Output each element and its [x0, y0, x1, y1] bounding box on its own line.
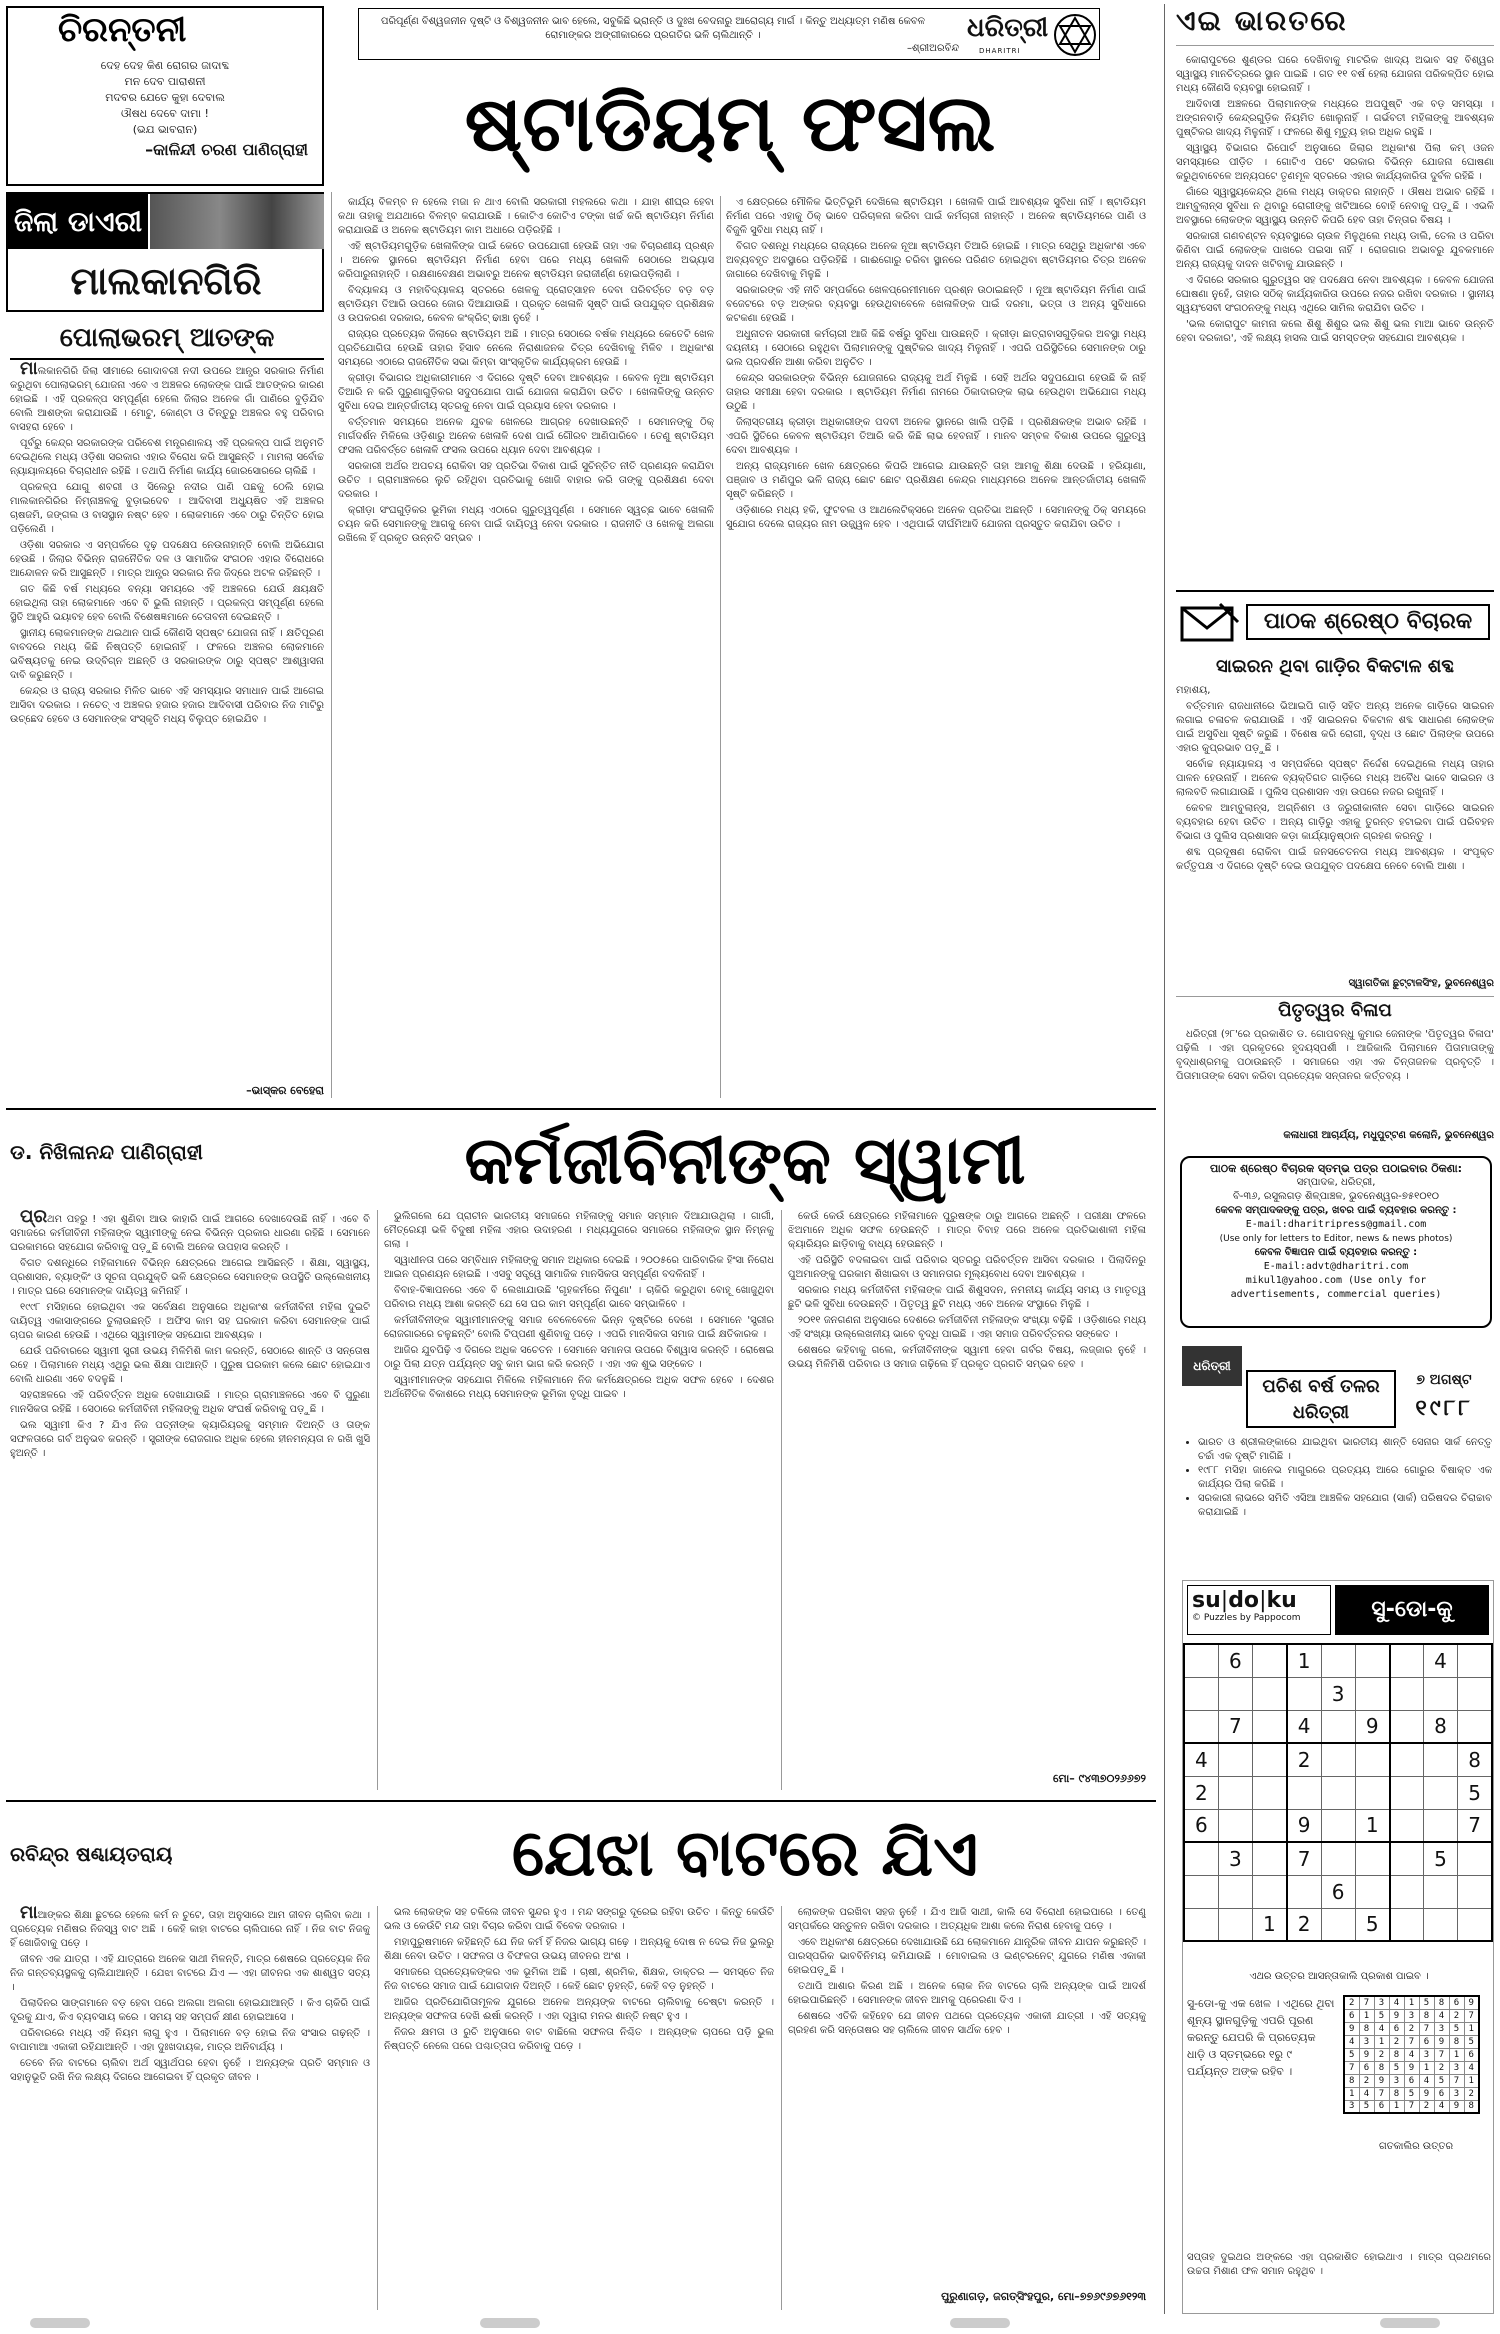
prev-sudoku-cell: 4: [1434, 2100, 1449, 2113]
prev-sudoku-cell: 3: [1449, 2087, 1464, 2100]
prev-sudoku-cell: 5: [1464, 2035, 1479, 2048]
sudoku-cell[interactable]: [1390, 1677, 1424, 1710]
sudoku-rules: ସୁ-ଡୋ-କୁ ଏକ ଖେଳ । ଏଥିରେ ଥିବା ଶୂନ୍ୟ ସ୍ଥାନଗୁଡ଼ିକୁ ଏପରି ପୂରଣ କରନ୍ତୁ ଯେପରି କି ପ୍ରତ୍ୟେକ ଧାଡ଼ି ଓ ସ୍ତମ୍ଭରେ ୧ରୁ ୯ ପର୍ଯ୍ୟନ୍ତ ଅଙ୍କ ରହିବ ।: [1187, 1997, 1335, 2078]
sudoku-cell[interactable]: 9: [1287, 1809, 1321, 1842]
prev-sudoku-cell: 8: [1359, 2022, 1374, 2035]
sudoku-cell[interactable]: [1184, 1710, 1218, 1743]
prev-sudoku-cell: 7: [1464, 2009, 1479, 2022]
sudoku-cell[interactable]: 2: [1287, 1908, 1321, 1941]
prev-sudoku-cell: 6: [1434, 2087, 1449, 2100]
sudoku-cell[interactable]: [1253, 1677, 1287, 1710]
letter1-title: ସାଇରନ ଥିବା ଗାଡ଼ିର ବିକଟାଳ ଶବ୍ଦ: [1216, 656, 1454, 677]
sudoku-cell[interactable]: [1253, 1875, 1287, 1908]
district-name: ମାଲକାନଗିରି: [70, 258, 262, 303]
sudoku-cell[interactable]: [1423, 1809, 1457, 1842]
article3-headline: ଯେଝା ବାଟରେ ଯିଏ: [511, 1816, 979, 1891]
address-line4: କେବଳ ବିଜ୍ଞାପନ ପାଇଁ ବ୍ୟବହାର କରନ୍ତୁ :: [1254, 1247, 1418, 1258]
editor-email-note: (Use only for letters to Editor, news & news photos): [1219, 1234, 1453, 1244]
sudoku-cell[interactable]: 8: [1423, 1710, 1457, 1743]
dharitri-logo-sub: DHARITRI: [979, 47, 1021, 55]
prev-sudoku-cell: 1: [1449, 2048, 1464, 2061]
advt-email[interactable]: E-mail:advt@dharitri.com: [1263, 1261, 1409, 1272]
prev-sudoku-cell: 8: [1344, 2074, 1359, 2087]
prev-sudoku-cell: 8: [1374, 2061, 1389, 2074]
sudoku-cell[interactable]: 7: [1218, 1710, 1252, 1743]
sudoku-cell[interactable]: [1184, 1644, 1218, 1677]
sudoku-cell[interactable]: [1458, 1908, 1492, 1941]
letter2-signature: କଳାଧାରୀ ଆଚାର୍ଯ୍ୟ, ମଧୁପୁଟ୍ଟଣ କଲୋନି, ଭୁବନେଶ୍ୱର: [1283, 1130, 1494, 1141]
sudoku-final-note: ସପ୍ତାହ ଦୁଇଥର ଅଙ୍କରେ ଏହା ପ୍ରକାଶିତ ହୋଇଥାଏ । ମାତ୍ର ପ୍ରଥମରେ ଉଚ୍ଚତା ମିଶାଣ ଫଳ ସମାନ ରହୁଥିବ ।: [1187, 2252, 1491, 2277]
letters-header-box: [1180, 600, 1490, 648]
sudoku-cell[interactable]: [1458, 1644, 1492, 1677]
district-photo: [150, 194, 324, 249]
poem-box: [6, 6, 324, 186]
sudoku-cell[interactable]: [1390, 1875, 1424, 1908]
sudoku-cell[interactable]: [1390, 1908, 1424, 1941]
sudoku-cell[interactable]: [1458, 1875, 1492, 1908]
star-emblem-icon: [1053, 13, 1097, 57]
sudoku-cell[interactable]: 1: [1253, 1908, 1287, 1941]
sudoku-answer-note: ଏଥର ଉତ୍ତର ଆସନ୍ତାକାଲି ପ୍ରକାଶ ପାଇବ ।: [1249, 1971, 1429, 1982]
sudoku-cell[interactable]: [1321, 1710, 1355, 1743]
col-rule: [331, 192, 332, 1098]
sudoku-cell[interactable]: 4: [1423, 1644, 1457, 1677]
prev-sudoku-cell: 7: [1344, 2061, 1359, 2074]
archive-item: • ସରକାରୀ ଲାଭରେ ସମିତି ଏସିଆ ଆଞ୍ଚଳିକ ସହଯୋଗ (ସାର୍କ) ପରିଷଦର ଚିରାଚ୍ଚାବ କରାଯାଇଛି ।: [1198, 1492, 1492, 1520]
prev-sudoku-cell: 3: [1344, 2100, 1359, 2113]
prev-sudoku-cell: 4: [1464, 2061, 1479, 2074]
prev-sudoku-cell: 6: [1419, 2035, 1434, 2048]
footer-bar: [480, 2318, 540, 2328]
sudoku-cell[interactable]: [1390, 1710, 1424, 1743]
sudoku-cell[interactable]: 6: [1321, 1875, 1355, 1908]
address-line3: କେବଳ ସମ୍ପାଦକଙ୍କୁ ପତ୍ର, ଖବର ପାଇଁ ବ୍ୟବହାର କରନ୍ତୁ :: [1215, 1205, 1457, 1216]
sudoku-cell[interactable]: 6: [1184, 1809, 1218, 1842]
sudoku-cell[interactable]: 9: [1355, 1710, 1389, 1743]
prev-sudoku-cell: 2: [1404, 2022, 1419, 2035]
prev-sudoku-cell: 6: [1344, 2009, 1359, 2022]
prev-sudoku-cell: 2: [1434, 2061, 1449, 2074]
article1-headline: ଷ୍ଟାଡିୟମ୍ ଫସଲ: [464, 78, 996, 169]
article3-byline: ରବିନ୍ଦ୍ର ଷଣ୍ଢାୟତରାୟ: [10, 1842, 173, 1866]
prev-sudoku-cell: 8: [1449, 2035, 1464, 2048]
quote-box: [358, 8, 1100, 60]
prev-sudoku-cell: 9: [1374, 2074, 1389, 2087]
sudoku-cell[interactable]: 5: [1423, 1842, 1457, 1875]
sudoku-cell[interactable]: [1458, 1710, 1492, 1743]
sudoku-cell[interactable]: [1287, 1875, 1321, 1908]
sudoku-cell[interactable]: [1321, 1809, 1355, 1842]
sudoku-cell[interactable]: 8: [1458, 1743, 1492, 1776]
archive-item: • ୧୯୮୮ ମସିହା ଜାନେଭ ମାଗୁରରେ ପ୍ରତ୍ୟୟ ଆରେ ଗୋରୁର ବିଷାକ୍ତ ଏକ କାର୍ଯ୍ୟର ପିଲା କରିଛି ।: [1198, 1464, 1492, 1492]
sudoku-cell[interactable]: [1253, 1809, 1287, 1842]
prev-sudoku-cell: 2: [1359, 2074, 1374, 2087]
section-logo: ଏଇ ଭାରତରେ: [1176, 4, 1494, 46]
col-rule: [1164, 4, 1165, 2314]
archive-year: ୧୯୮୮: [1415, 1396, 1473, 1421]
sudoku-brand: su|do|ku © Puzzles by Pappocom: [1187, 1585, 1331, 1635]
sudoku-cell[interactable]: [1253, 1776, 1287, 1809]
poem-line: ମଦବର ଯେତେ କୁହା ଦେବାଲ: [105, 91, 225, 104]
sudoku-cell[interactable]: [1253, 1842, 1287, 1875]
letters-header: ପାଠକ ଶ୍ରେଷ୍ଠ ବିଚାରକ: [1246, 604, 1490, 640]
mid-top-rule: [6, 1108, 1156, 1110]
sudoku-cell[interactable]: [1390, 1809, 1424, 1842]
prev-sudoku-cell: 8: [1389, 2087, 1404, 2100]
prev-sudoku-cell: 2: [1419, 2100, 1434, 2113]
sudoku-cell[interactable]: 5: [1458, 1776, 1492, 1809]
prev-sudoku-cell: 8: [1464, 2100, 1479, 2113]
prev-sudoku-cell: 8: [1434, 1996, 1449, 2009]
prev-sudoku-cell: 5: [1344, 2048, 1359, 2061]
poem-lines: [8, 58, 322, 138]
prev-sudoku-cell: 1: [1464, 2074, 1479, 2087]
quote-author: –ଶ୍ରୀଅରବିନ୍ଦ: [906, 43, 959, 54]
footer-bar: [30, 2318, 90, 2328]
sudoku-cell[interactable]: [1218, 1743, 1252, 1776]
right-article-intro: କୋରାପୁଟରେ ଶୁଣ୍ଡର ଘରେ ଦେଖିବାକୁ ମାଟରିକ ଖାଦ୍ୟ ଅଭାବ ସହ ବିଶ୍ୱର ସ୍ୱାସ୍ଥ୍ୟ ମାନଚିତ୍ରରେ ସ୍ଥାନ ପାଇଛି । ଗତ ୧୧ ବର୍ଷ ହେଲା ଯୋଜନା ପରିକଳ୍ପିତ ହୋଇ ମଧ୍ୟ କୌଣସି ବ୍ୟବସ୍ଥା ହୋଇନାହିଁ ।: [1176, 55, 1494, 94]
sudoku-cell[interactable]: [1423, 1908, 1457, 1941]
prev-sudoku-cell: 6: [1464, 2048, 1479, 2061]
bottom-top-rule: [6, 1800, 1156, 1802]
prev-sudoku-cell: 3: [1434, 2022, 1449, 2035]
advt-email-note: advertisements, commercial queries): [1230, 1289, 1442, 1300]
prev-sudoku-cell: 9: [1389, 2009, 1404, 2022]
col-rule: [781, 1906, 782, 2310]
sudoku-cell[interactable]: [1423, 1677, 1457, 1710]
sudoku-cell[interactable]: 3: [1321, 1677, 1355, 1710]
editor-email[interactable]: E-mail:dharitripress@gmail.com: [1245, 1219, 1427, 1230]
prev-sudoku-cell: 2: [1389, 2035, 1404, 2048]
prev-sudoku-cell: 3: [1374, 1996, 1389, 2009]
prev-sudoku-cell: 5: [1434, 2074, 1449, 2087]
sudoku-cell[interactable]: 7: [1287, 1842, 1321, 1875]
sudoku-do: do: [1228, 1588, 1260, 1613]
prev-sudoku-cell: 4: [1419, 2074, 1434, 2087]
sudoku-cell[interactable]: [1218, 1776, 1252, 1809]
letter2-title: ପିତୃତ୍ୱର ବିଳାପ: [1278, 1000, 1392, 1021]
prev-sudoku-cell: 7: [1434, 2048, 1449, 2061]
prev-sudoku-cell: 4: [1374, 2022, 1389, 2035]
sudoku-credit: © Puzzles by Pappocom: [1192, 1613, 1301, 1623]
prev-sudoku-cell: 2: [1344, 1996, 1359, 2009]
sudoku-cell[interactable]: [1355, 1644, 1389, 1677]
letters-mid-rule: [1176, 996, 1494, 997]
sudoku-cell[interactable]: 3: [1218, 1842, 1252, 1875]
sudoku-cell[interactable]: [1390, 1842, 1424, 1875]
sudoku-cell[interactable]: [1458, 1677, 1492, 1710]
sudoku-cell[interactable]: 5: [1355, 1908, 1389, 1941]
prev-sudoku-cell: 9: [1419, 2087, 1434, 2100]
sudoku-cell[interactable]: [1184, 1842, 1218, 1875]
sudoku-cell[interactable]: [1321, 1842, 1355, 1875]
quote-text: ପରିପୂର୍ଣ୍ଣ ବିଶ୍ୱଜନୀନ ଦୃଷ୍ଟି ଓ ବିଶ୍ୱଜନୀନ ଭାବ ହେଲେ, ସବୁକିଛି ଭ୍ରାନ୍ତି ଓ ଦୁଃଖ ବେଦନାରୁ ଆରୋଗ୍ୟ ମାର୍ଗ । କିନ୍ତୁ ଅଧ୍ୟାତ୍ମ ମଣିଷ କେବଳ ରୋମାଙ୍କର ଅଙ୍ଗୀକାରରେ ପ୍ରଗତିର ଭଳି ଚାଲିଥାନ୍ତି ।: [381, 16, 925, 41]
sudoku-cell[interactable]: 4: [1184, 1743, 1218, 1776]
prev-sudoku-cell: 1: [1359, 2009, 1374, 2022]
letters-top-rule: [1176, 590, 1494, 592]
sudoku-previous-grid: [1343, 1995, 1480, 2114]
article3-contact: ପୁରୁଣାଗଡ଼, ଜଗତ୍ସିଂହପୁର, ମୋ–୭୭୬୯୬୭୬୧୨୩: [941, 2290, 1146, 2303]
letter1-body: ମହାଶୟ, ବର୍ତ୍ତମାନ ରାଜଧାନୀରେ ଭିଆଇପି ଗାଡ଼ି ସହିତ ଅନ୍ୟ ଅନେକ ଗାଡ଼ିରେ ସାଇରନ ଲଗାଇ ଚଳାଚଳ କରାଯାଉଛି । ଏହି ସାଇରନର ବିକଟାଳ ଶବ୍ଦ ସାଧାରଣ ଲୋକଙ୍କ ପାଇଁ ଅସୁବିଧା ସୃଷ୍ଟି କରୁଛି । ବିଶେଷ କରି ରୋଗୀ, ବୃଦ୍ଧ ଓ ଛୋଟ ପିଲାଙ୍କ ଉପରେ ଏହାର କୁପ୍ରଭାବ ପଡ଼ୁଛି । ସର୍ବୋଚ୍ଚ ନ୍ୟାୟାଳୟ ଏ ସମ୍ପର୍କରେ ସ୍ପଷ୍ଟ ନିର୍ଦ୍ଦେଶ ଦେଇଥିଲେ ମଧ୍ୟ ତାହାର ପାଳନ ହେଉନାହିଁ । ଅନେକ ବ୍ୟକ୍ତିଗତ ଗାଡ଼ିରେ ମଧ୍ୟ ଅବୈଧ ଭାବେ ସାଇରନ ଓ ଲାଲବତି ଲଗାଯାଉଛି । ପୁଲିସ ପ୍ରଶାସନ ଏହା ଉପରେ ନଜର ରଖୁନାହିଁ । କେବଳ ଆମ୍ବୁଲାନ୍ସ, ଅଗ୍ନିଶମ ଓ ଜରୁରୀକାଳୀନ ସେବା ଗାଡ଼ିରେ ସାଇରନ ବ୍ୟବହାର ହେବା ଉଚିତ । ଅନ୍ୟ ଗାଡ଼ିରୁ ଏହାକୁ ତୁରନ୍ତ ହଟାଇବା ପାଇଁ ପରିବହନ ବିଭାଗ ଓ ପୁଲିସ ପ୍ରଶାସନ କଡ଼ା କାର୍ଯ୍ୟାନୁଷ୍ଠାନ ଗ୍ରହଣ କରନ୍ତୁ । ଶବ୍ଦ ପ୍ରଦୂଷଣ ରୋକିବା ପାଇଁ ଜନସଚେତନତା ମଧ୍ୟ ଆବଶ୍ୟକ । ସଂପୃକ୍ତ କର୍ତ୍ତୃପକ୍ଷ ଏ ଦିଗରେ ଦୃଷ୍ଟି ଦେଇ ଉପଯୁକ୍ତ ପଦକ୍ଷେପ ନେବେ ବୋଲି ଆଶା ।: [1176, 685, 1494, 872]
sudoku-cell[interactable]: [1355, 1677, 1389, 1710]
archive-item: • ଭାରତ ଓ ଶ୍ରୀଲଙ୍କାରେ ଯାଇଥିବା ଭାରତୀୟ ଶାନ୍ତି ସେନାର ସାର୍କ ନେତ୍ତୃ ଚର୍ଚ୍ଚା ଏକ ଦୃଷ୍ଟି ମାଗିଛି ।: [1198, 1436, 1492, 1464]
sudoku-cell[interactable]: [1218, 1677, 1252, 1710]
sudoku-cell[interactable]: 1: [1355, 1809, 1389, 1842]
col-rule: [377, 1906, 378, 2310]
prev-sudoku-cell: 2: [1449, 2009, 1464, 2022]
archive-box: [1176, 1340, 1494, 1560]
sudoku-su: su: [1192, 1588, 1221, 1613]
prev-sudoku-cell: 7: [1404, 2100, 1419, 2113]
prev-sudoku-cell: 9: [1404, 2061, 1419, 2074]
prev-sudoku-cell: 5: [1359, 2100, 1374, 2113]
prev-sudoku-cell: 7: [1449, 2074, 1464, 2087]
article1-col2: କାର୍ଯ୍ୟ ବିଳମ୍ବ ନ ହେଲେ ମଜା ନ ଥାଏ ବୋଲି ସରକାରୀ ମହଲରେ କଥା । ଯାହା ଶୀଘ୍ର ହେବା କଥା ତାହାକୁ ଅଯଥାରେ ବିଳମ୍ବ କରାଯାଉଛି । କୋଟିଏ କୋଟିଏ ଟଙ୍କା ଖର୍ଚ୍ଚ କରି ଷ୍ଟାଡିୟମ ନିର୍ମାଣ କରାଯାଉଛି ଓ ଅନେକ ଷ୍ଟାଡିୟମ କାମ ଅଧାରେ ପଡ଼ିରହିଛି । ଏହି ଷ୍ଟାଡିୟମଗୁଡ଼ିକ ଖେଳାଳିଙ୍କ ପାଇଁ କେତେ ଉପଯୋଗୀ ହେଉଛି ତାହା ଏକ ବିଚାରଣୀୟ ପ୍ରଶ୍ନ । ଅନେକ ସ୍ଥାନରେ ଷ୍ଟାଡିୟମ ନିର୍ମାଣ ହେବା ପରେ ମଧ୍ୟ ଖେଳାଳି ସେଠାରେ ଅଭ୍ୟାସ କରିପାରୁନାହାନ୍ତି । ରକ୍ଷଣାବେକ୍ଷଣ ଅଭାବରୁ ଅନେକ ଷ୍ଟାଡିୟମ ଜରାଜୀର୍ଣ୍ଣ ହୋଇପଡ଼ିଲାଣି । ବିଦ୍ୟାଳୟ ଓ ମହାବିଦ୍ୟାଳୟ ସ୍ତରରେ ଖେଳକୁ ପ୍ରୋତ୍ସାହନ ଦେବା ପରିବର୍ତ୍ତେ ବଡ଼ ବଡ଼ ଷ୍ଟାଡିୟମ ତିଆରି ଉପରେ ଜୋର ଦିଆଯାଉଛି । ପ୍ରକୃତ ଖେଳାଳି ସୃଷ୍ଟି ପାଇଁ ଉପଯୁକ୍ତ ପ୍ରଶିକ୍ଷକ ଓ ଉପକରଣ ଦରକାର, କେବଳ କଂକ୍ରିଟ୍ ଢାଞ୍ଚା ନୁହେଁ । ରାଜ୍ୟର ପ୍ରତ୍ୟେକ ଜିଲାରେ ଷ୍ଟାଡିୟମ ଅଛି । ମାତ୍ର ସେଠାରେ ବର୍ଷକ ମଧ୍ୟରେ କେତେଟି ଖେଳ ପ୍ରତିଯୋଗିତା ହେଉଛି ତାହାର ହିସାବ ନେଲେ ନିରାଶାଜନକ ଚିତ୍ର ଦେଖିବାକୁ ମିଳିବ । ଅଧିକାଂଶ ସମୟରେ ଏଠାରେ ରାଜନୈତିକ ସଭା କିମ୍ବା ସାଂସ୍କୃତିକ କାର୍ଯ୍ୟକ୍ରମ ହେଉଛି । କ୍ରୀଡ଼ା ବିଭାଗର ଅଧିକାରୀମାନେ ଏ ଦିଗରେ ଦୃଷ୍ଟି ଦେବା ଆବଶ୍ୟକ । କେବଳ ନୂଆ ଷ୍ଟାଡିୟମ ତିଆରି ନ କରି ପୁରୁଣାଗୁଡ଼ିକର ସଦୁପଯୋଗ ପାଇଁ ଯୋଜନା କରାଯିବା ଉଚିତ । ଖେଳାଳିଙ୍କୁ ଉନ୍ନତ ସୁବିଧା ଦେଇ ଆନ୍ତର୍ଜାତୀୟ ସ୍ତରକୁ ନେବା ପାଇଁ ପ୍ରୟାସ ହେବା ଦରକାର । ବର୍ତ୍ତମାନ ସମୟରେ ଅନେକ ଯୁବକ ଖେଳରେ ଆଗ୍ରହ ଦେଖାଉଛନ୍ତି । ସେମାନଙ୍କୁ ଠିକ୍ ମାର୍ଗଦର୍ଶନ ମିଳିଲେ ଓଡ଼ିଶାରୁ ଅନେକ ଖେଳାଳି ଦେଶ ପାଇଁ ଗୌରବ ଆଣିପାରିବେ । ତେଣୁ ଷ୍ଟାଡିୟମ ଫସଲ ପରିବର୍ତ୍ତେ ଖେଳାଳି ଫସଲ ଉପରେ ଧ୍ୟାନ ଦେବା ଆବଶ୍ୟକ । ସରକାରୀ ଅର୍ଥର ଅପଚୟ ରୋକିବା ସହ ପ୍ରତିଭା ବିକାଶ ପାଇଁ ସୁଚିନ୍ତିତ ନୀତି ପ୍ରଣୟନ କରାଯିବା ଉଚିତ । ଗ୍ରାମାଞ୍ଚଳରେ ଲୁଚି ରହିଥିବା ପ୍ରତିଭାକୁ ଖୋଜି ବାହାର କରି ତାଙ୍କୁ ପ୍ରଶିକ୍ଷଣ ଦେବା ଦରକାର । କ୍ରୀଡ଼ା ସଂଘଗୁଡ଼ିକର ଭୂମିକା ମଧ୍ୟ ଏଠାରେ ଗୁରୁତ୍ୱପୂର୍ଣ୍ଣ । ସେମାନେ ସ୍ୱଚ୍ଛ ଭାବେ ଖେଳାଳି ଚୟନ କରି ସେମାନଙ୍କୁ ଆଗକୁ ନେବା ପାଇଁ ଦାୟିତ୍ୱ ନେବା ଦରକାର । ରାଜନୀତି ଓ ଖେଳକୁ ଅଲଗା ରଖିଲେ ହିଁ ପ୍ରକୃତ ଉନ୍ନତି ସମ୍ଭବ ।: [338, 197, 714, 544]
prev-sudoku-cell: 3: [1419, 2048, 1434, 2061]
sudoku-cell[interactable]: [1355, 1776, 1389, 1809]
prev-sudoku-cell: 2: [1374, 2048, 1389, 2061]
prev-sudoku-cell: 8: [1419, 2009, 1434, 2022]
sudoku-cell[interactable]: [1321, 1743, 1355, 1776]
sudoku-cell[interactable]: [1218, 1875, 1252, 1908]
article2-col1: ପ୍ରଥମ ପହରୁ ! ଏହା ଶୁଣିବା ଆଉ କାହାରି ପାଇଁ ଆଗରେ ଦେଖାଦେଉଛି ନାହିଁ । ଏବେ ବି ସମାଜରେ କର୍ମଜୀବିନୀ ମହିଳାଙ୍କ ସ୍ୱାମୀଙ୍କୁ ନେଇ ବିଭିନ୍ନ ପ୍ରକାର ଧାରଣା ରହିଛି । ସେମାନେ ଘରକାମରେ ସହଯୋଗ କରିବାକୁ ପଡ଼ୁଛି ବୋଲି ଅନେକ ଉପହାସ କରନ୍ତି । ବିଗତ ଦଶନ୍ଧିରେ ମହିଳାମାନେ ବିଭିନ୍ନ କ୍ଷେତ୍ରରେ ଆଗେଇ ଆସିଛନ୍ତି । ଶିକ୍ଷା, ସ୍ୱାସ୍ଥ୍ୟ, ପ୍ରଶାସନ, ବ୍ୟାଙ୍କିଂ ଓ ସୂଚନା ପ୍ରଯୁକ୍ତି ଭଳି କ୍ଷେତ୍ରରେ ସେମାନଙ୍କ ଉପସ୍ଥିତି ଉଲ୍ଲେଖନୀୟ । ମାତ୍ର ଘରେ ସେମାନଙ୍କ ଦାୟିତ୍ୱ କମିନାହିଁ । ୧୯୯୮ ମସିହାରେ ହୋଇଥିବା ଏକ ସର୍ବେକ୍ଷଣ ଅନୁସାରେ ଅଧିକାଂଶ କର୍ମଜୀବିନୀ ମହିଳା ଦୁଇଟି ଦାୟିତ୍ୱ ଏକାସାଙ୍ଗରେ ତୁଲାଉଛନ୍ତି । ଅଫିସ କାମ ସହ ଘରକାମ କରିବା ସେମାନଙ୍କ ପାଇଁ ଚାପର କାରଣ ହେଉଛି । ଏଥିରେ ସ୍ୱାମୀଙ୍କ ସହଯୋଗ ଆବଶ୍ୟକ । ଯେଉଁ ପରିବାରରେ ସ୍ୱାମୀ ସ୍ତ୍ରୀ ଉଭୟ ମିଳିମିଶି କାମ କରନ୍ତି, ସେଠାରେ ଶାନ୍ତି ଓ ସନ୍ତୋଷ ରହେ । ପିଲାମାନେ ମଧ୍ୟ ଏଥିରୁ ଭଲ ଶିକ୍ଷା ପାଆନ୍ତି । ପୁରୁଷ ଘରକାମ କଲେ ଛୋଟ ହୋଇଯାଏ ବୋଲି ଧାରଣା ଏବେ ବଦଳୁଛି । ସହରାଞ୍ଚଳରେ ଏହି ପରିବର୍ତ୍ତନ ଅଧିକ ଦେଖାଯାଉଛି । ମାତ୍ର ଗ୍ରାମାଞ୍ଚଳରେ ଏବେ ବି ପୁରୁଣା ମାନସିକତା ରହିଛି । ସେଠାରେ କର୍ମଜୀବିନୀ ମହିଳାଙ୍କୁ ଅଧିକ ସଂଘର୍ଷ କରିବାକୁ ପଡ଼ୁଛି । ଭଲ ସ୍ୱାମୀ କିଏ ? ଯିଏ ନିଜ ପତ୍ନୀଙ୍କ କ୍ୟାରିୟରକୁ ସମ୍ମାନ ଦିଅନ୍ତି ଓ ତାଙ୍କ ସଫଳତାରେ ଗର୍ବ ଅନୁଭବ କରନ୍ତି । ସ୍ତ୍ରୀଙ୍କ ରୋଜଗାର ଅଧିକ ହେଲେ ହୀନମନ୍ୟତା ନ ରଖି ଖୁସି ହୁଅନ୍ତି ।: [10, 1210, 370, 1459]
sudoku-cell[interactable]: [1355, 1842, 1389, 1875]
address-box: [1180, 1156, 1492, 1328]
col-rule: [781, 1210, 782, 1790]
prev-sudoku-cell: 4: [1389, 1996, 1404, 2009]
article2-byline: ଡ. ନିଖିଳାନନ୍ଦ ପାଣିଗ୍ରାହୀ: [10, 1140, 203, 1164]
prev-sudoku-cell: 9: [1464, 1996, 1479, 2009]
sudoku-cell[interactable]: [1423, 1776, 1457, 1809]
address-line1: ସମ୍ପାଦକ, ଧରିତ୍ରୀ,: [1296, 1177, 1376, 1188]
prev-sudoku-cell: 9: [1359, 2048, 1374, 2061]
sudoku-cell[interactable]: 6: [1218, 1644, 1252, 1677]
prev-sudoku-cell: 3: [1389, 2074, 1404, 2087]
article2-headline: କର୍ମଜୀବିନୀଙ୍କ ସ୍ୱାମୀ: [464, 1121, 1026, 1199]
col-rule: [720, 196, 721, 1098]
archive-items: [1186, 1436, 1492, 1520]
prev-sudoku-cell: 1: [1374, 2035, 1389, 2048]
sudoku-cell[interactable]: [1355, 1875, 1389, 1908]
prev-sudoku-cell: 8: [1389, 2048, 1404, 2061]
archive-label: ପଚିଶ ବର୍ଷ ତଳର ଧରିତ୍ରୀ: [1246, 1370, 1396, 1428]
sudoku-box: [1182, 1580, 1494, 2314]
prev-sudoku-cell: 1: [1389, 2100, 1404, 2113]
sudoku-cell[interactable]: 2: [1287, 1743, 1321, 1776]
district-diary-label: ଜିଲା ଡାଏରୀ: [8, 194, 148, 249]
article1-col1: ମାଲକାନଗିରି ଜିଲା ସୀମାରେ ଗୋଦାବରୀ ନଦୀ ଉପରେ ଆନ୍ଧ୍ର ସରକାର ନିର୍ମାଣ କରୁଥିବା ପୋଲାଭରମ୍ ଯୋଜନା ଏବେ ଏ ଅଞ୍ଚଳର ଲୋକଙ୍କ ପାଇଁ ଆତଙ୍କର କାରଣ ହୋଇଛି । ଏହି ପ୍ରକଳ୍ପ ସମ୍ପୂର୍ଣ୍ଣ ହେଲେ ଜିଲାର ଅନେକ ଗାଁ ପାଣିରେ ବୁଡ଼ିଯିବ ବୋଲି ଆଶଙ୍କା କରାଯାଉଛି । ମୋଟୁ, କୋଣ୍ଟା ଓ ଚିନ୍ତୁରୁ ଅଞ୍ଚଳର ବହୁ ପରିବାର ବାସହରା ହେବେ । ପୂର୍ବରୁ କେନ୍ଦ୍ର ସରକାରଙ୍କ ପରିବେଶ ମନ୍ତ୍ରଣାଳୟ ଏହି ପ୍ରକଳ୍ପ ପାଇଁ ଅନୁମତି ଦେଇଥିଲେ ମଧ୍ୟ ଓଡ଼ିଶା ସରକାର ଏହାର ବିରୋଧ କରି ଆସୁଛନ୍ତି । ମାମଲା ସର୍ବୋଚ୍ଚ ନ୍ୟାୟାଳୟରେ ବିଚାରାଧୀନ ରହିଛି । ତଥାପି ନିର୍ମାଣ କାର୍ଯ୍ୟ ଜୋରସୋରରେ ଚାଲିଛି । ପ୍ରକଳ୍ପ ଯୋଗୁ ଶବରୀ ଓ ସିଲେରୁ ନଦୀର ପାଣି ପଛକୁ ଠେଲି ହୋଇ ମାଲକାନଗିରିର ନିମ୍ନାଞ୍ଚଳକୁ ବୁଡ଼ାଇଦେବ । ଆଦିବାସୀ ଅଧ୍ୟୁଷିତ ଏହି ଅଞ୍ଚଳର ଚାଷଜମି, ଜଙ୍ଗଲ ଓ ବାସସ୍ଥାନ ନଷ୍ଟ ହେବ । ଲୋକମାନେ ଏବେ ଠାରୁ ଚିନ୍ତିତ ହୋଇ ପଡ଼ିଲେଣି । ଓଡ଼ିଶା ସରକାର ଏ ସମ୍ପର୍କରେ ଦୃଢ଼ ପଦକ୍ଷେପ ନେଉନାହାନ୍ତି ବୋଲି ଅଭିଯୋଗ ହେଉଛି । ଜିଲାର ବିଭିନ୍ନ ରାଜନୈତିକ ଦଳ ଓ ସାମାଜିକ ସଂଗଠନ ଏହାର ବିରୋଧରେ ଆନ୍ଦୋଳନ କରି ଆସୁଛନ୍ତି । ମାତ୍ର ଆନ୍ଧ୍ର ସରକାର ନିଜ ଜିଦ୍‌ରେ ଅଟଳ ରହିଛନ୍ତି । ଗତ କିଛି ବର୍ଷ ମଧ୍ୟରେ ବନ୍ୟା ସମୟରେ ଏହି ଅଞ୍ଚଳରେ ଯେଉଁ କ୍ଷୟକ୍ଷତି ହୋଇଥିଲା ତାହା ଲୋକମାନେ ଏବେ ବି ଭୁଲି ନାହାନ୍ତି । ପ୍ରକଳ୍ପ ସମ୍ପୂର୍ଣ୍ଣ ହେଲେ ସ୍ଥିତି ଆହୁରି ଭୟାବହ ହେବ ବୋଲି ବିଶେଷଜ୍ଞମାନେ ଚେତାବନୀ ଦେଇଛନ୍ତି । ସ୍ଥାନୀୟ ଲୋକମାନଙ୍କ ଥଇଥାନ ପାଇଁ କୌଣସି ସ୍ପଷ୍ଟ ଯୋଜନା ନାହିଁ । କ୍ଷତିପୂରଣ ବାବଦରେ ମଧ୍ୟ କିଛି ନିଷ୍ପତ୍ତି ହୋଇନାହିଁ । ଫଳରେ ଅଞ୍ଚଳର ଲୋକମାନେ ଭବିଷ୍ୟତକୁ ନେଇ ଉଦ୍‌ବିଗ୍ନ ଅଛନ୍ତି ଓ ସରକାରଙ୍କ ଠାରୁ ସ୍ପଷ୍ଟ ଆଶ୍ୱାସନା ଦାବି କରୁଛନ୍ତି । କେନ୍ଦ୍ର ଓ ରାଜ୍ୟ ସରକାର ମିଳିତ ଭାବେ ଏହି ସମସ୍ୟାର ସମାଧାନ ପାଇଁ ଆଗେଇ ଆସିବା ଦରକାର । ନଚେତ୍ ଏ ଅଞ୍ଚଳର ହଜାର ହଜାର ଆଦିବାସୀ ପରିବାର ନିଜ ମାଟିରୁ ଉଚ୍ଛେଦ ହେବେ ଓ ସେମାନଙ୍କ ସଂସ୍କୃତି ମଧ୍ୟ ବିଲୁପ୍ତ ହୋଇଯିବ ।: [10, 362, 324, 725]
sudoku-cell[interactable]: [1321, 1644, 1355, 1677]
footer-bar: [950, 2318, 1010, 2328]
article2-col3: କେଉଁ କେଉଁ କ୍ଷେତ୍ରରେ ମହିଳାମାନେ ପୁରୁଷଙ୍କ ଠାରୁ ଆଗରେ ଅଛନ୍ତି । ପରୀକ୍ଷା ଫଳରେ ଝିଅମାନେ ଅଧିକ ସଫଳ ହେଉଛନ୍ତି । ମାତ୍ର ବିବାହ ପରେ ଅନେକ ପ୍ରତିଭାଶାଳୀ ମହିଳା କ୍ୟାରିୟର ଛାଡ଼ିବାକୁ ବାଧ୍ୟ ହେଉଛନ୍ତି । ଏହି ପରିସ୍ଥିତି ବଦଳାଇବା ପାଇଁ ପରିବାର ସ୍ତରରୁ ପରିବର୍ତ୍ତନ ଆସିବା ଦରକାର । ପିଲାଦିନରୁ ପୁଅମାନଙ୍କୁ ଘରକାମ ଶିଖାଇବା ଓ ସମାନତାର ମୂଲ୍ୟବୋଧ ଦେବା ଆବଶ୍ୟକ । ସରକାର ମଧ୍ୟ କର୍ମଜୀବିନୀ ମହିଳାଙ୍କ ପାଇଁ ଶିଶୁସଦନ, ନମନୀୟ କାର୍ଯ୍ୟ ସମୟ ଓ ମାତୃତ୍ୱ ଛୁଟି ଭଳି ସୁବିଧା ଦେଉଛନ୍ତି । ପିତୃତ୍ୱ ଛୁଟି ମଧ୍ୟ ଏବେ ଅନେକ ସଂସ୍ଥାରେ ମିଳୁଛି । ୨୦୧୧ ଜନଗଣନା ଅନୁସାରେ ଦେଶରେ କର୍ମଜୀବିନୀ ମହିଳାଙ୍କ ସଂଖ୍ୟା ବଢ଼ିଛି । ଓଡ଼ିଶାରେ ମଧ୍ୟ ଏହି ସଂଖ୍ୟା ଉଲ୍ଲେଖନୀୟ ଭାବେ ବୃଦ୍ଧି ପାଇଛି । ଏହା ସମାଜ ପରିବର୍ତ୍ତନର ସଙ୍କେତ । ଶେଷରେ କହିବାକୁ ଗଲେ, କର୍ମଜୀବିନୀଙ୍କ ସ୍ୱାମୀ ହେବା ଗର୍ବର ବିଷୟ, ଲଜ୍ଜାର ନୁହେଁ । ଉଭୟ ମିଳିମିଶି ପରିବାର ଓ ସମାଜ ଗଢ଼ିଲେ ହିଁ ପ୍ରକୃତ ପ୍ରଗତି ସମ୍ଭବ ହେବ ।: [788, 1211, 1146, 1370]
col-rule: [377, 1210, 378, 1790]
prev-sudoku-cell: 5: [1374, 2009, 1389, 2022]
envelope-icon: [1180, 602, 1240, 644]
archive-date: ୭ ଅଗଷ୍ଟ: [1416, 1372, 1472, 1388]
poem-line: ଦେହ ଦେହ କିଣ ରୋଗର ଜାଦାବ୍ଦ: [100, 59, 230, 72]
sudoku-ku: ku: [1266, 1588, 1297, 1613]
article3-col1: ମାଆଙ୍କର ଶିକ୍ଷା ଛୁଟରେ ହେଲେ କର୍ମ ନ ଚୁଟେ, ତାହା ଅନୁସାରେ ଆମ ଜୀବନ ଚାଲିବା କଥା । ପ୍ରତ୍ୟେକ ମଣିଷର ନିଜସ୍ୱ ବାଟ ଅଛି । କେହି କାହା ବାଟରେ ଚାଲିପାରେ ନାହିଁ । ନିଜ ବାଟ ନିଜକୁ ହିଁ ଖୋଜିବାକୁ ପଡ଼େ । ଜୀବନ ଏକ ଯାତ୍ରା । ଏହି ଯାତ୍ରାରେ ଅନେକ ସାଥୀ ମିଳନ୍ତି, ମାତ୍ର ଶେଷରେ ପ୍ରତ୍ୟେକ ନିଜ ନିଜ ଗନ୍ତବ୍ୟସ୍ଥଳକୁ ଚାଲିଯାଆନ୍ତି । ଯେଝା ବାଟରେ ଯିଏ — ଏହା ଜୀବନର ଏକ ଶାଶ୍ୱତ ସତ୍ୟ । ପିଲାଦିନର ସାଙ୍ଗମାନେ ବଡ଼ ହେବା ପରେ ଅଲଗା ଅଲଗା ହୋଇଯାଆନ୍ତି । କିଏ ଚାକିରି ପାଇଁ ଦୂରକୁ ଯାଏ, କିଏ ବ୍ୟବସାୟ କରେ । ସମୟ ସହ ସମ୍ପର୍କ କ୍ଷୀଣ ହୋଇଆସେ । ପରିବାରରେ ମଧ୍ୟ ଏହି ନିୟମ ଲାଗୁ ହୁଏ । ପିଲାମାନେ ବଡ଼ ହୋଇ ନିଜ ସଂସାର ଗଢ଼ନ୍ତି । ବାପାମାଆ ଏକାକୀ ରହିଯାଆନ୍ତି । ଏହା ଦୁଃଖଦାୟକ, ମାତ୍ର ଅନିବାର୍ଯ୍ୟ । ତେବେ ନିଜ ବାଟରେ ଚାଲିବା ଅର୍ଥ ସ୍ୱାର୍ଥପର ହେବା ନୁହେଁ । ଅନ୍ୟଙ୍କ ପ୍ରତି ସମ୍ମାନ ଓ ସହାନୁଭୂତି ରଖି ନିଜ ଲକ୍ଷ୍ୟ ଦିଗରେ ଆଗେଇବା ହିଁ ପ୍ରକୃତ ଜୀବନ ।: [10, 1906, 370, 2083]
prev-sudoku-cell: 1: [1404, 1996, 1419, 2009]
prev-sudoku-cell: 6: [1359, 2061, 1374, 2074]
sudoku-cell[interactable]: [1355, 1743, 1389, 1776]
sudoku-cell[interactable]: [1253, 1644, 1287, 1677]
footer-bar: [1380, 2318, 1440, 2328]
prev-sudoku-cell: 6: [1389, 2022, 1404, 2035]
prev-sudoku-cell: 6: [1374, 2100, 1389, 2113]
article2-col2: ଭୁଲିଗଲେ ଯେ ପ୍ରାଚୀନ ଭାରତୀୟ ସମାଜରେ ମହିଳାଙ୍କୁ ସମାନ ସମ୍ମାନ ଦିଆଯାଉଥିଲା । ଗାର୍ଗୀ, ମୈତ୍ରେୟୀ ଭଳି ବିଦୁଷୀ ମହିଳା ଏହାର ଉଦାହରଣ । ମଧ୍ୟଯୁଗରେ ସମାଜରେ ମହିଳାଙ୍କ ସ୍ଥାନ ନିମ୍ନକୁ ଗଲା । ସ୍ୱାଧୀନତା ପରେ ସମ୍ବିଧାନ ମହିଳାଙ୍କୁ ସମାନ ଅଧିକାର ଦେଇଛି । ୨୦୦୫ରେ ପାରିବାରିକ ହିଂସା ନିରୋଧ ଆଇନ ପ୍ରଣୟନ ହୋଇଛି । ଏସବୁ ସତ୍ତ୍ୱେ ସାମାଜିକ ମାନସିକତା ସମ୍ପୂର୍ଣ୍ଣ ବଦଳିନାହିଁ । ବିବାହ-ବିଜ୍ଞାପନରେ ଏବେ ବି ଲେଖାଯାଉଛି 'ଗୃହକର୍ମରେ ନିପୁଣା' । ଚାକିରି କରୁଥିବା ବୋହୂ ଖୋଜୁଥିବା ପରିବାର ମଧ୍ୟ ଆଶା କରନ୍ତି ଯେ ସେ ଘର କାମ ସମ୍ପୂର୍ଣ୍ଣ ଭାବେ ସମ୍ଭାଳିବେ । କର୍ମଜୀବିନୀଙ୍କ ସ୍ୱାମୀମାନଙ୍କୁ ସମାଜ ବେଳେବେଳେ ଭିନ୍ନ ଦୃଷ୍ଟିରେ ଦେଖେ । ସେମାନେ 'ସ୍ତ୍ରୀର ରୋଜଗାରରେ ଚଳୁଛନ୍ତି' ବୋଲି ଟିପ୍ପଣୀ ଶୁଣିବାକୁ ପଡ଼େ । ଏପରି ମାନସିକତା ସମାଜ ପାଇଁ କ୍ଷତିକାରକ । ଆଜିର ଯୁବପିଢ଼ି ଏ ଦିଗରେ ଅଧିକ ସଚେତନ । ସେମାନେ ସମାନତା ଉପରେ ବିଶ୍ୱାସ କରନ୍ତି । ରୋଷେଇ ଠାରୁ ପିଲା ଯତ୍ନ ପର୍ଯ୍ୟନ୍ତ ସବୁ କାମ ଭାଗ କରି କରନ୍ତି । ଏହା ଏକ ଶୁଭ ସଙ୍କେତ । ସ୍ୱାମୀମାନଙ୍କ ସହଯୋଗ ମିଳିଲେ ମହିଳାମାନେ ନିଜ କର୍ମକ୍ଷେତ୍ରରେ ଅଧିକ ସଫଳ ହେବେ । ଦେଶର ଅର୍ଥନୈତିକ ବିକାଶରେ ମଧ୍ୟ ସେମାନଙ୍କ ଭୂମିକା ବୃଦ୍ଧି ପାଇବ ।: [384, 1211, 774, 1400]
article3-col3: ଲୋକଙ୍କ ପରଖିବା ସହଜ ନୁହେଁ । ଯିଏ ଆଜି ସାଥୀ, କାଲି ସେ ବିରୋଧୀ ହୋଇପାରେ । ତେଣୁ ସମ୍ପର୍କରେ ସନ୍ତୁଳନ ରଖିବା ଦରକାର । ଅତ୍ୟଧିକ ଆଶା କଲେ ନିରାଶ ହେବାକୁ ପଡ଼େ । ଏବେ ଅଧିକାଂଶ କ୍ଷେତ୍ରରେ ଦେଖାଯାଉଛି ଯେ ଲୋକମାନେ ଯାନ୍ତ୍ରିକ ଜୀବନ ଯାପନ କରୁଛନ୍ତି । ପାରସ୍ପରିକ ଭାବବିନିମୟ କମିଯାଉଛି । ମୋବାଇଲ ଓ ଇଣ୍ଟରନେଟ୍ ଯୁଗରେ ମଣିଷ ଏକାକୀ ହୋଇପଡ଼ୁଛି । ତଥାପି ଆଶାର କିରଣ ଅଛି । ଅନେକ ଲୋକ ନିଜ ବାଟରେ ଚାଲି ଅନ୍ୟଙ୍କ ପାଇଁ ଆଦର୍ଶ ହୋଇପାରିଛନ୍ତି । ସେମାନଙ୍କ ଜୀବନ ଆମକୁ ପ୍ରେରଣା ଦିଏ । ଶେଷରେ ଏତିକି କହିହେବ ଯେ ଜୀବନ ପଥରେ ପ୍ରତ୍ୟେକ ଏକାକୀ ଯାତ୍ରୀ । ଏହି ସତ୍ୟକୁ ଗ୍ରହଣ କରି ସନ୍ତୋଷର ସହ ଚାଲିଲେ ଜୀବନ ସାର୍ଥକ ହେବ ।: [788, 1907, 1146, 2036]
sudoku-cell[interactable]: [1253, 1743, 1287, 1776]
letter1-signature: ସ୍ୱାଗତିକା ଛୁଟ୍ଟାଳସିଂହ, ଭୁବନେଶ୍ୱର: [1348, 978, 1494, 989]
sudoku-cell[interactable]: [1390, 1743, 1424, 1776]
article1-byline: –ଭାସ୍କର ବେହେରା: [246, 1084, 324, 1097]
prev-sudoku-cell: 4: [1344, 2035, 1359, 2048]
sudoku-cell[interactable]: [1458, 1842, 1492, 1875]
right-article: କୋରାପୁଟରେ ଶୁଣ୍ଡର ଘରେ ଦେଖିବାକୁ ମାଟରିକ ଖାଦ୍ୟ ଅଭାବ ସହ ବିଶ୍ୱର ସ୍ୱାସ୍ଥ୍ୟ ମାନଚିତ୍ରରେ ସ୍ଥାନ ପାଇଛି । ଗତ ୧୧ ବର୍ଷ ହେଲା ଯୋଜନା ପରିକଳ୍ପିତ ହୋଇ ମଧ୍ୟ କୌଣସି ବ୍ୟବସ୍ଥା ହୋଇନାହିଁ । ଆଦିବାସୀ ଅଞ୍ଚଳରେ ପିଲାମାନଙ୍କ ମଧ୍ୟରେ ଅପପୁଷ୍ଟି ଏକ ବଡ଼ ସମସ୍ୟା । ଅଙ୍ଗନବାଡ଼ି କେନ୍ଦ୍ରଗୁଡ଼ିକ ନିୟମିତ ଖୋଲୁନାହିଁ । ଗର୍ଭବତୀ ମହିଳାଙ୍କୁ ଆବଶ୍ୟକ ପୁଷ୍ଟିକର ଖାଦ୍ୟ ମିଳୁନାହିଁ । ଫଳରେ ଶିଶୁ ମୃତ୍ୟୁ ହାର ଅଧିକ ରହୁଛି । ସ୍ୱାସ୍ଥ୍ୟ ବିଭାଗର ରିପୋର୍ଟ ଅନୁସାରେ ଜିଲାର ଅଧିକାଂଶ ପିଲା କମ୍ ଓଜନ ସମସ୍ୟାରେ ପୀଡ଼ିତ । ଗୋଟିଏ ପଟେ ସରକାର ବିଭିନ୍ନ ଯୋଜନା ଘୋଷଣା କରୁଥିବାବେଳେ ଅନ୍ୟପଟେ ତୃଣମୂଳ ସ୍ତରରେ ଏହାର କାର୍ଯ୍ୟକାରିତା ଦୁର୍ବଳ ରହିଛି । ଗାଁରେ ସ୍ୱାସ୍ଥ୍ୟକେନ୍ଦ୍ର ଥିଲେ ମଧ୍ୟ ଡାକ୍ତର ନାହାନ୍ତି । ଔଷଧ ଅଭାବ ରହିଛି । ଆମ୍ବୁଲାନ୍ସ ସୁବିଧା ନ ଥିବାରୁ ରୋଗୀଙ୍କୁ ଖଟିଆରେ ବୋହି ନେବାକୁ ପଡ଼ୁଛି । ଏଭଳି ଅବସ୍ଥାରେ ଲୋକଙ୍କ ସ୍ୱାସ୍ଥ୍ୟ ଉନ୍ନତି କିପରି ହେବ ତାହା ଚିନ୍ତାର ବିଷୟ । ସରକାରୀ ଗଣବଣ୍ଟନ ବ୍ୟବସ୍ଥାରେ ଚାଉଳ ମିଳୁଥିଲେ ମଧ୍ୟ ଡାଲି, ତେଲ ଓ ପରିବା କିଣିବା ପାଇଁ ଲୋକଙ୍କ ପାଖରେ ପଇସା ନାହିଁ । ରୋଜଗାର ଅଭାବରୁ ଯୁବକମାନେ ଅନ୍ୟ ରାଜ୍ୟକୁ ଦାଦନ ଖଟିବାକୁ ଯାଉଛନ୍ତି । ଏ ଦିଗରେ ସରକାର ଗୁରୁତ୍ୱର ସହ ପଦକ୍ଷେପ ନେବା ଆବଶ୍ୟକ । କେବଳ ଯୋଜନା ଘୋଷଣା ନୁହେଁ, ତାହାର ସଠିକ୍ କାର୍ଯ୍ୟକାରିତା ଉପରେ ନଜର ରଖିବା ଦରକାର । ସ୍ଥାନୀୟ ସ୍ୱୟଂସେବୀ ସଂଗଠନଙ୍କୁ ମଧ୍ୟ ଏଥିରେ ସାମିଲ କରାଯିବା ଉଚିତ । 'ଭଲ କୋରାପୁଟ କାମନା କଲେ ଶିଶୁ ଶିଶୁର ଭଲ ଶିଶୁ ଭଲ ମାଆ ଭାବେ ଉନ୍ନତି ହେବା ଦରକାର', ଏହି ଲକ୍ଷ୍ୟ ହାସଲ ପାଇଁ ସମସ୍ତଙ୍କ ସହଯୋଗ ଆବଶ୍ୟକ ।: [1176, 55, 1494, 344]
advt-email2[interactable]: mikul1@yahoo.com (Use only for: [1245, 1275, 1427, 1286]
address-title: ପାଠକ ଶ୍ରେଷ୍ଠ ବିଚାରକ ସ୍ତମ୍ଭ ପତ୍ର ପଠାଇବାର ଠିକଣା:: [1210, 1162, 1462, 1175]
prev-sudoku-cell: 3: [1359, 2035, 1374, 2048]
poem-line: ମନ ଦେବ ପାରାଶନୀ: [124, 75, 206, 88]
prev-sudoku-cell: 5: [1404, 2087, 1419, 2100]
prev-sudoku-cell: 6: [1404, 2074, 1419, 2087]
prev-sudoku-cell: 9: [1434, 2035, 1449, 2048]
sudoku-cell[interactable]: [1423, 1875, 1457, 1908]
prev-sudoku-cell: 4: [1359, 2087, 1374, 2100]
sudoku-cell[interactable]: [1218, 1809, 1252, 1842]
prev-sudoku-cell: 7: [1419, 2022, 1434, 2035]
prev-sudoku-cell: 7: [1404, 2035, 1419, 2048]
prev-sudoku-cell: 5: [1449, 2022, 1464, 2035]
sudoku-cell[interactable]: 2: [1184, 1776, 1218, 1809]
article2-contact: ମୋ– ୯୪୩୭୦୨୬୬୭୨: [1053, 1772, 1146, 1785]
sudoku-grid: [1183, 1643, 1493, 1942]
prev-sudoku-cell: 4: [1404, 2048, 1419, 2061]
sudoku-cell[interactable]: [1390, 1776, 1424, 1809]
sudoku-cell[interactable]: [1287, 1776, 1321, 1809]
dharitri-logo: ଧରିତ୍ରୀ: [967, 13, 1049, 43]
sudoku-cell[interactable]: 7: [1458, 1809, 1492, 1842]
prev-sudoku-cell: 7: [1374, 2087, 1389, 2100]
prev-sudoku-cell: 5: [1389, 2061, 1404, 2074]
sudoku-cell[interactable]: [1253, 1710, 1287, 1743]
archive-logo: ଧରିତ୍ରୀ: [1182, 1346, 1242, 1386]
sudoku-cell[interactable]: [1321, 1908, 1355, 1941]
address-line2: ବି-୩୬, ରସୁଲଗଡ଼ ଶିଳ୍ପାଞ୍ଚଳ, ଭୁବନେଶ୍ୱର-୭୫୧୦୧୦: [1232, 1191, 1440, 1202]
prev-sudoku-cell: 6: [1449, 1996, 1464, 2009]
article1-subhead: ପୋଲାଭରମ୍ ଆତଙ୍କ: [10, 318, 324, 360]
sudoku-cell[interactable]: [1390, 1644, 1424, 1677]
poem-line: ଔଷଧ ଦେବେ ଦାମା !: [121, 107, 209, 120]
prev-sudoku-cell: 4: [1434, 2009, 1449, 2022]
poem-line: (ଭଯ ଭାବରାନ): [132, 123, 198, 136]
prev-sudoku-cell: 7: [1359, 1996, 1374, 2009]
poem-title: ଚିରନ୍ତନୀ: [58, 10, 187, 50]
sudoku-cell[interactable]: [1423, 1743, 1457, 1776]
sudoku-cell[interactable]: [1321, 1776, 1355, 1809]
sudoku-cell[interactable]: 4: [1287, 1710, 1321, 1743]
prev-sudoku-cell: 3: [1449, 2061, 1464, 2074]
prev-sudoku-cell: 2: [1464, 2087, 1479, 2100]
prev-sudoku-cell: 1: [1419, 2061, 1434, 2074]
sudoku-prev-label: ଗତକାଲିର ଉତ୍ତର: [1378, 2141, 1454, 2152]
sudoku-odia-title: ସୁ-ଡୋ-କୁ: [1335, 1585, 1489, 1635]
prev-sudoku-cell: 1: [1464, 2022, 1479, 2035]
prev-sudoku-cell: 9: [1449, 2100, 1464, 2113]
article3-col2: ଭଲ ଲୋକଙ୍କ ସହ ଚଳିଲେ ଜୀବନ ସୁନ୍ଦର ହୁଏ । ମନ୍ଦ ସଙ୍ଗରୁ ଦୂରେଇ ରହିବା ଉଚିତ । କିନ୍ତୁ କେଉଁଟି ଭଲ ଓ କେଉଁଟି ମନ୍ଦ ତାହା ବିଚାର କରିବା ପାଇଁ ବିବେକ ଦରକାର । ମହାପୁରୁଷମାନେ କହିଛନ୍ତି ଯେ ନିଜ କର୍ମ ହିଁ ନିଜର ଭାଗ୍ୟ ଗଢ଼େ । ଅନ୍ୟକୁ ଦୋଷ ନ ଦେଇ ନିଜ ଭୁଲରୁ ଶିକ୍ଷା ନେବା ଉଚିତ । ସଫଳତା ଓ ବିଫଳତା ଉଭୟ ଜୀବନର ଅଂଶ । ସମାଜରେ ପ୍ରତ୍ୟେକଙ୍କର ଏକ ଭୂମିକା ଅଛି । ଚାଷୀ, ଶ୍ରମିକ, ଶିକ୍ଷକ, ଡାକ୍ତର — ସମସ୍ତେ ନିଜ ନିଜ ବାଟରେ ସମାଜ ପାଇଁ ଯୋଗଦାନ ଦିଅନ୍ତି । କେହି ଛୋଟ ନୁହନ୍ତି, କେହି ବଡ଼ ନୁହନ୍ତି । ଆଜିର ପ୍ରତିଯୋଗିତାମୂଳକ ଯୁଗରେ ଅନେକ ଅନ୍ୟଙ୍କ ବାଟରେ ଚାଲିବାକୁ ଚେଷ୍ଟା କରନ୍ତି । ଅନ୍ୟଙ୍କ ସଫଳତା ଦେଖି ଈର୍ଷା କରନ୍ତି । ଏହା ଦ୍ୱାରା ମନର ଶାନ୍ତି ନଷ୍ଟ ହୁଏ । ନିଜର କ୍ଷମତା ଓ ରୁଚି ଅନୁସାରେ ବାଟ ବାଛିଲେ ସଫଳତା ନିଶ୍ଚିତ । ଅନ୍ୟଙ୍କ ଚାପରେ ପଡ଼ି ଭୁଲ ନିଷ୍ପତ୍ତି ନେଲେ ପରେ ପଶ୍ଚାତ୍ତାପ କରିବାକୁ ପଡ଼େ ।: [384, 1907, 774, 2052]
prev-sudoku-cell: 1: [1344, 2087, 1359, 2100]
article1-col3: ଏ କ୍ଷେତ୍ରରେ ମୌଳିକ ଭିତ୍ତିଭୂମି ଦେଖିଲେ ଷ୍ଟାଡିୟମ । ଖେଳାଳି ପାଇଁ ଆବଶ୍ୟକ ସୁବିଧା ନାହିଁ । ଷ୍ଟାଡିୟମ ନିର୍ମାଣ ପରେ ଏହାକୁ ଠିକ୍ ଭାବେ ପରିଚାଳନା କରିବା ପାଇଁ କର୍ମଚାରୀ ନାହାନ୍ତି । ଅନେକ ଷ୍ଟାଡିୟମରେ ପାଣି ଓ ବିଜୁଳି ସୁବିଧା ମଧ୍ୟ ନାହିଁ । ବିଗତ ଦଶନ୍ଧି ମଧ୍ୟରେ ରାଜ୍ୟରେ ଅନେକ ନୂଆ ଷ୍ଟାଡିୟମ ତିଆରି ହୋଇଛି । ମାତ୍ର ସେଥିରୁ ଅଧିକାଂଶ ଏବେ ଅବ୍ୟବହୃତ ଅବସ୍ଥାରେ ପଡ଼ିରହିଛି । ଗାଈଗୋରୁ ଚରିବା ସ୍ଥାନରେ ପରିଣତ ହୋଇଥିବା ଷ୍ଟାଡିୟମର ଚିତ୍ର ଅନେକ ଜାଗାରେ ଦେଖିବାକୁ ମିଳୁଛି । ସରକାରଙ୍କ ଏହି ନୀତି ସମ୍ପର୍କରେ ଖେଳପ୍ରେମୀମାନେ ପ୍ରଶ୍ନ ଉଠାଇଛନ୍ତି । ନୂଆ ଷ୍ଟାଡିୟମ ନିର୍ମାଣ ପାଇଁ ବଜେଟରେ ବଡ଼ ଅଙ୍କର ବ୍ୟବସ୍ଥା ହେଉଥିବାବେଳେ ଖେଳାଳିଙ୍କ ପାଇଁ ଦରମା, ଭତ୍ତା ଓ ଅନ୍ୟ ସୁବିଧାରେ କଟକଣା ହେଉଛି । ଅଧୁନାତନ ସରକାରୀ କର୍ମଚାରୀ ଆଜି କିଛି ବର୍ଷରୁ ସୁବିଧା ପାଉଛନ୍ତି । କ୍ରୀଡ଼ା ଛାତ୍ରାବାସଗୁଡ଼ିକର ଅବସ୍ଥା ମଧ୍ୟ ଦୟନୀୟ । ସେଠାରେ ରହୁଥିବା ପିଲାମାନଙ୍କୁ ପୁଷ୍ଟିକର ଖାଦ୍ୟ ମିଳୁନାହିଁ । ଏପରି ପରିସ୍ଥିତିରେ ସେମାନଙ୍କ ଠାରୁ ଭଲ ପ୍ରଦର୍ଶନ ଆଶା କରିବା ଅନୁଚିତ । କେନ୍ଦ୍ର ସରକାରଙ୍କ ବିଭିନ୍ନ ଯୋଜନାରେ ରାଜ୍ୟକୁ ଅର୍ଥ ମିଳୁଛି । ସେହି ଅର୍ଥର ସଦୁପଯୋଗ ହେଉଛି କି ନାହିଁ ତାହାର ସମୀକ୍ଷା ହେବା ଦରକାର । ଷ୍ଟାଡିୟମ ନିର୍ମାଣ ନାମରେ ଠିକାଦାରଙ୍କ ଲାଭ ହେଉଥିବା ଅଭିଯୋଗ ମଧ୍ୟ ଉଠୁଛି । ଜିଲାସ୍ତରୀୟ କ୍ରୀଡ଼ା ଅଧିକାରୀଙ୍କ ପଦବୀ ଅନେକ ସ୍ଥାନରେ ଖାଲି ପଡ଼ିଛି । ପ୍ରଶିକ୍ଷକଙ୍କ ଅଭାବ ରହିଛି । ଏପରି ସ୍ଥିତିରେ କେବଳ ଷ୍ଟାଡିୟମ ତିଆରି କରି କିଛି ଲାଭ ହେବନାହିଁ । ମାନବ ସମ୍ବଳ ବିକାଶ ଉପରେ ଗୁରୁତ୍ୱ ଦେବା ଆବଶ୍ୟକ । ଅନ୍ୟ ରାଜ୍ୟମାନେ ଖେଳ କ୍ଷେତ୍ରରେ କିପରି ଆଗେଇ ଯାଉଛନ୍ତି ତାହା ଆମକୁ ଶିକ୍ଷା ଦେଉଛି । ହରିୟାଣା, ପଞ୍ଜାବ ଓ ମଣିପୁର ଭଳି ରାଜ୍ୟ ଛୋଟ ଛୋଟ ପ୍ରଶିକ୍ଷଣ କେନ୍ଦ୍ର ମାଧ୍ୟମରେ ଅନେକ ଆନ୍ତର୍ଜାତୀୟ ଖେଳାଳି ସୃଷ୍ଟି କରିଛନ୍ତି । ଓଡ଼ିଶାରେ ମଧ୍ୟ ହକି, ଫୁଟବଲ ଓ ଆଥଲେଟିକ୍ସରେ ଅନେକ ପ୍ରତିଭା ଅଛନ୍ତି । ସେମାନଙ୍କୁ ଠିକ୍ ସମୟରେ ସୁଯୋଗ ଦେଲେ ରାଜ୍ୟର ନାମ ଉଜ୍ଜ୍ୱଳ ହେବ । ଏଥିପାଇଁ ଦୀର୍ଘମିଆଦି ଯୋଜନା ପ୍ରସ୍ତୁତ କରାଯିବା ଉଚିତ ।: [726, 197, 1146, 530]
letter1-salutation: ମହାଶୟ,: [1176, 685, 1211, 696]
sudoku-cell[interactable]: [1218, 1908, 1252, 1941]
prev-sudoku-cell: 9: [1344, 2022, 1359, 2035]
poem-author: –କାଳିନ୍ଦୀ ଚରଣ ପାଣିଗ୍ରାହୀ: [145, 140, 308, 159]
prev-sudoku-cell: 3: [1404, 2009, 1419, 2022]
sudoku-cell[interactable]: [1287, 1677, 1321, 1710]
sudoku-cell[interactable]: [1184, 1875, 1218, 1908]
sudoku-cell[interactable]: 1: [1287, 1644, 1321, 1677]
prev-sudoku-cell: 5: [1419, 1996, 1434, 2009]
district-diary-box: [6, 192, 324, 312]
letter2-body: ଧରିତ୍ରୀ (୨୮'ରେ ପ୍ରକାଶିତ ଡ. ଗୋପବନ୍ଧୁ କୁମାର ଜେନାଙ୍କ 'ପିତୃତ୍ୱର ବିଳାପ' ପଢ଼ିଲି । ଏହା ପ୍ରକୃତରେ ହୃଦୟସ୍ପର୍ଶୀ । ଆଜିକାଲି ପିଲାମାନେ ପିତାମାତାଙ୍କୁ ବୃଦ୍ଧାଶ୍ରମକୁ ପଠାଉଛନ୍ତି । ସମାଜରେ ଏହା ଏକ ଚିନ୍ତାଜନକ ପ୍ରବୃତ୍ତି । ପିତାମାତାଙ୍କ ସେବା କରିବା ପ୍ରତ୍ୟେକ ସନ୍ତାନର କର୍ତ୍ତବ୍ୟ ।: [1176, 1029, 1494, 1082]
sudoku-cell[interactable]: [1184, 1908, 1218, 1941]
sudoku-cell[interactable]: [1184, 1677, 1218, 1710]
